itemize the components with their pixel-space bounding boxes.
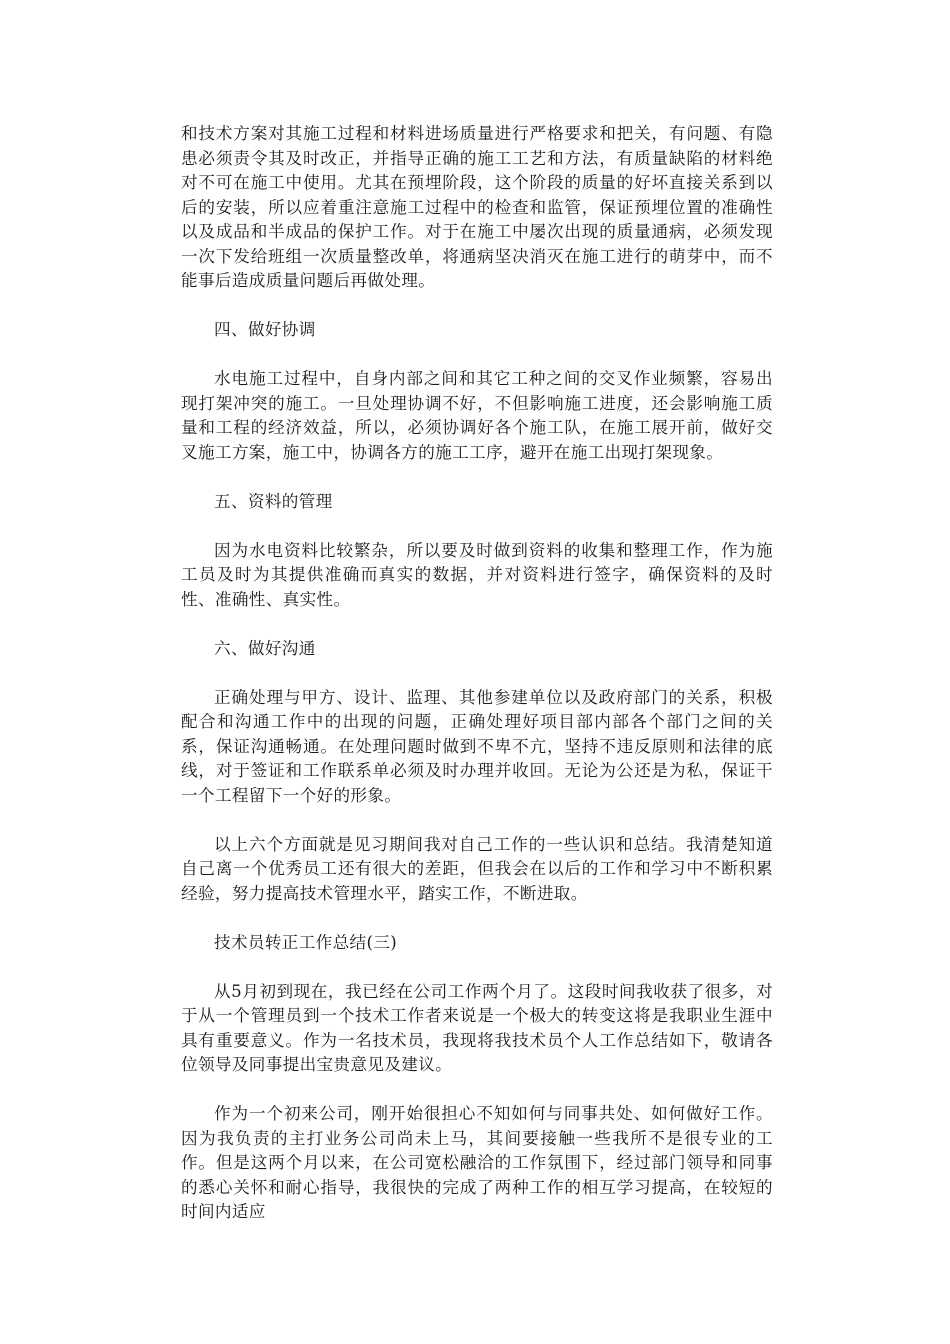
section-heading-communication: 六、做好沟通 xyxy=(214,638,316,658)
section-heading-summary-three: 技术员转正工作总结(三) xyxy=(214,932,398,952)
paragraph-coordination: 水电施工过程中，自身内部之间和其它工种之间的交叉作业频繁，容易出现打架冲突的施工。一旦处理协调不好，不但影响施工进度，还会影响施工质量和工程的经济效益，所以，必须协调好各个施工队，在施工展开前，做好交叉施工方案，施工中，协调各方的施工工序，避开在施工出现打架现象。 xyxy=(181,369,773,462)
paragraph-new-employee: 作为一个初来公司，刚开始很担心不知如何与同事共处、如何做好工作。因为我负责的主打业务公司尚未上马，其间要接触一些我所不是很专业的工作。但是这两个月以来，在公司宽松融洽的工作氛围下，经过部门领导和同事的悉心关怀和耐心指导，我很快的完成了两种工作的相互学习提高，在较短的时间内适应 xyxy=(181,1104,773,1221)
paragraph-intro-may: 从5月初到现在，我已经在公司工作两个月了。这段时间我收获了很多，对于从一个管理员到一个技术工作者来说是一个极大的转变这将是我职业生涯中具有重要意义。作为一名技术员，我现将我技术员个人工作总结如下，敬请各位领导及同事提出宝贵意见及建议。 xyxy=(181,981,773,1074)
document-body xyxy=(181,122,773,1249)
paragraph-documents: 因为水电资料比较繁杂，所以要及时做到资料的收集和整理工作，作为施工员及时为其提供准确而真实的数据，并对资料进行签字，确保资料的及时性、准确性、真实性。 xyxy=(181,540,773,609)
paragraph-quality-control: 和技术方案对其施工过程和材料进场质量进行严格要求和把关，有问题、有隐患必须责令其及时改正，并指导正确的施工工艺和方法，有质量缺陷的材料绝对不可在施工中使用。尤其在预埋阶段，这个阶段的质量的好坏直接关系到以后的安装，所以应着重注意施工过程中的检查和监管，保证预埋位置的准确性以及成品和半成品的保护工作。对于在施工中屡次出现的质量通病，必须发现一次下发给班组一次质量整改单，将通病坚决消灭在施工进行的萌芽中，而不能事后造成质量问题后再做处理。 xyxy=(181,124,773,290)
section-heading-coordination: 四、做好协调 xyxy=(214,320,316,339)
section-heading-documents: 五、资料的管理 xyxy=(214,491,333,511)
paragraph-summary: 以上六个方面就是见习期间我对自己工作的一些认识和总结。我清楚知道自己离一个优秀员工还有很大的差距，但我会在以后的工作和学习中不断积累经验，努力提高技术管理水平，踏实工作，不断进取。 xyxy=(181,834,773,903)
paragraph-communication: 正确处理与甲方、设计、监理、其他参建单位以及政府部门的关系，积极配合和沟通工作中的出现的问题，正确处理好项目部内部各个部门之间的关系，保证沟通畅通。在处理问题时做到不卑不亢，坚持不违反原则和法律的底线，对于签证和工作联系单必须及时办理并收回。无论为公还是为私，保证干一个工程留下一个好的形象。 xyxy=(181,687,773,805)
